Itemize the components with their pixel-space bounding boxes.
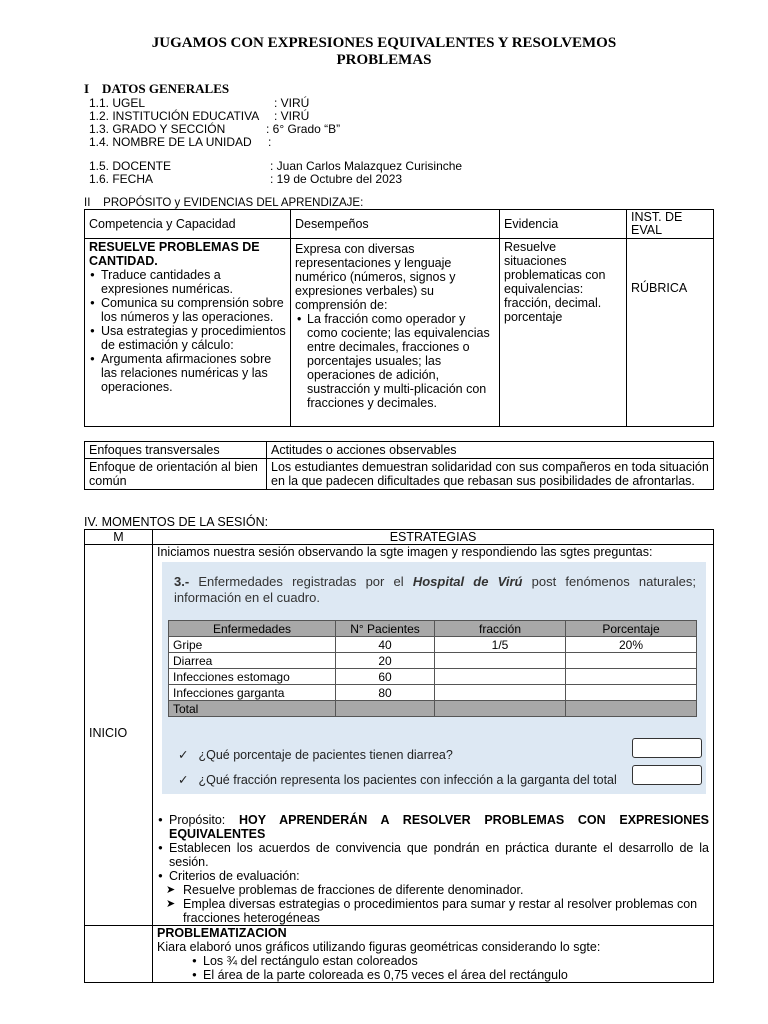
datos-label: 1.3. GRADO Y SECCIÓN xyxy=(89,122,226,136)
page-title xyxy=(0,35,768,69)
table-header: Porcentaje xyxy=(566,621,697,637)
table-row xyxy=(169,653,697,669)
desempeno-intro: Expresa con diversas representaciones y lenguaje numérico (números, signos y expresiones verbales) su comprensión de: xyxy=(295,242,456,312)
table-cell: 80 xyxy=(336,685,435,701)
desempeno-cell xyxy=(291,239,500,427)
panel-text-b: post fenómenos naturales; información en el cuadro. xyxy=(174,574,696,605)
datos-value: : Juan Carlos Malazquez Curisinche xyxy=(270,159,463,173)
actitud-cell: Los estudiantes demuestran solidaridad con sus compañeros en toda situación en la que padecen dificultades que rebasan sus posibilidades de afrontarlas. xyxy=(267,459,714,490)
list-item: ● Criterios de evaluación: xyxy=(169,869,709,883)
check-icon: ✓ xyxy=(178,748,189,762)
table-cell xyxy=(435,653,566,669)
table-header: N° Pacientes xyxy=(336,621,435,637)
datos-label: 1.1. UGEL xyxy=(89,96,146,110)
table-row xyxy=(169,685,697,701)
panel-title xyxy=(174,574,696,606)
table-cell: 1/5 xyxy=(435,637,566,653)
inicio-label: INICIO xyxy=(85,545,153,926)
list-item: ➤ Emplea diversas estrategias o procedimientos para sumar y restar al resolver problemas con fracciones heterogéneas xyxy=(183,897,709,925)
table-cell xyxy=(566,701,697,717)
table-cell xyxy=(435,701,566,717)
header-evidencia: Evidencia xyxy=(500,210,627,239)
datos-label: 1.6. FECHA xyxy=(89,172,154,186)
header-enfoques: Enfoques transversales xyxy=(85,442,267,459)
datos-label: 1.4. NOMBRE DE LA UNIDAD xyxy=(89,135,252,149)
panel-number: 3.- xyxy=(174,574,190,589)
answer-box-1[interactable] xyxy=(632,738,702,758)
table-row-total xyxy=(169,701,697,717)
list-item: ➤ Resuelve problemas de fracciones de diferente denominador. xyxy=(183,883,709,897)
table-header: fracción xyxy=(435,621,566,637)
hospital-image-panel xyxy=(162,562,706,794)
list-item: ● Los ¾ del rectángulo estan coloreados xyxy=(203,954,709,968)
header-competencia: Competencia y Capacidad xyxy=(85,210,291,239)
list-item: • La fracción como operador y como cociente; las equivalencias entre decimales, fracciones o porcentajes usuales; las operaciones de adición, sustracción y multi-plicación con fracciones y decimales. xyxy=(307,312,495,410)
panel-hospital: Hospital de Virú xyxy=(412,574,523,589)
enfoques-table xyxy=(84,441,714,490)
proposito-table xyxy=(84,209,714,427)
table-cell xyxy=(336,701,435,717)
table-row xyxy=(169,669,697,685)
proposito-text: HOY APRENDERÁN A RESOLVER PROBLEMAS CON EXPRESIONES EQUIVALENTES xyxy=(169,813,709,841)
section-momentos: IV. MOMENTOS DE LA SESIÓN: xyxy=(84,515,269,529)
table-cell: Infecciones estomago xyxy=(169,669,336,685)
competencia-title: RESUELVE PROBLEMAS DE CANTIDAD. xyxy=(89,240,260,268)
datos-value: : VIRÚ xyxy=(274,109,310,123)
question-1-text: ¿Qué porcentaje de pacientes tienen diarrea? xyxy=(198,748,453,762)
problematizacion-intro: Kiara elaboró unos gráficos utilizando figuras geométricas considerando lo sgte: xyxy=(157,940,601,954)
instrumento-cell: RÚBRICA xyxy=(627,239,714,427)
question-2 xyxy=(178,773,617,787)
desempeno-list xyxy=(295,312,495,410)
evidencia-cell: Resuelve situaciones problematicas con equivalencias: fracción, decimal. porcentaje xyxy=(500,239,627,427)
title-line-1: JUGAMOS CON EXPRESIONES EQUIVALENTES Y RESOLVEMOS xyxy=(151,35,617,51)
table-cell: 20% xyxy=(566,637,697,653)
check-icon: ✓ xyxy=(178,773,189,787)
header-instrumento: INST. DE EVAL xyxy=(627,210,714,239)
list-item: ● Traduce cantidades a expresiones numéricas. xyxy=(101,268,286,296)
criterios-list xyxy=(157,883,709,925)
header-desempenos: Desempeños xyxy=(291,210,500,239)
table-header: Enfermedades xyxy=(169,621,336,637)
section-proposito: II PROPÓSITO y EVIDENCIAS DEL APRENDIZAJE: xyxy=(84,197,364,209)
datos-value: : xyxy=(268,135,272,149)
competencia-cell xyxy=(85,239,291,427)
list-item xyxy=(169,813,709,841)
datos-value: : VIRÚ xyxy=(274,96,310,110)
proposito-label: Propósito: xyxy=(169,813,239,827)
list-item: ● Establecen los acuerdos de convivencia que pondrán en práctica durante el desarrollo de la sesión. xyxy=(169,841,709,869)
table-cell xyxy=(435,685,566,701)
enfoque-cell: Enfoque de orientación al bien común xyxy=(85,459,267,490)
capacidades-list xyxy=(89,268,286,394)
table-cell: 60 xyxy=(336,669,435,685)
header-actitudes: Actitudes o acciones observables xyxy=(267,442,714,459)
header-estrategias: ESTRATEGIAS xyxy=(153,530,714,545)
section-datos-generales: I DATOS GENERALES xyxy=(84,81,230,96)
title-line-2: PROBLEMAS xyxy=(336,52,432,68)
problematizacion-title: PROBLEMATIZACION xyxy=(157,926,287,940)
table-cell xyxy=(566,685,697,701)
question-1 xyxy=(178,748,453,762)
inicio-list xyxy=(157,813,709,883)
list-item: ● El área de la parte coloreada es 0,75 veces el área del rectángulo xyxy=(203,968,709,982)
enfermedades-table xyxy=(168,620,697,717)
table-cell: Diarrea xyxy=(169,653,336,669)
datos-value: : 6° Grado “B” xyxy=(266,122,341,136)
list-item: ● Argumenta afirmaciones sobre las relaciones numéricas y las operaciones. xyxy=(101,352,286,394)
table-cell: 20 xyxy=(336,653,435,669)
panel-text-a: Enfermedades registradas por el xyxy=(189,574,413,589)
table-cell: Infecciones garganta xyxy=(169,685,336,701)
datos-label: 1.5. DOCENTE xyxy=(89,159,172,173)
header-m: M xyxy=(85,530,153,545)
table-cell xyxy=(566,653,697,669)
table-cell xyxy=(435,669,566,685)
datos-label: 1.2. INSTITUCIÓN EDUCATIVA xyxy=(89,109,260,123)
table-cell: Gripe xyxy=(169,637,336,653)
list-item: ● Comunica su comprensión sobre los números y las operaciones. xyxy=(101,296,286,324)
table-cell: 40 xyxy=(336,637,435,653)
table-row xyxy=(169,637,697,653)
inicio-intro: Iniciamos nuestra sesión observando la sgte imagen y respondiendo las sgtes preguntas: xyxy=(157,545,653,559)
answer-box-2[interactable] xyxy=(632,765,702,785)
empty-cell xyxy=(85,926,153,983)
table-cell xyxy=(566,669,697,685)
problematizacion-list xyxy=(157,954,709,982)
problematizacion-cell xyxy=(153,926,714,983)
datos-value: : 19 de Octubre del 2023 xyxy=(270,172,403,186)
question-2-text: ¿Qué fracción representa los pacientes con infección a la garganta del total xyxy=(198,773,617,787)
list-item: ● Usa estrategias y procedimientos de estimación y cálculo: xyxy=(101,324,286,352)
table-cell: Total xyxy=(169,701,336,717)
